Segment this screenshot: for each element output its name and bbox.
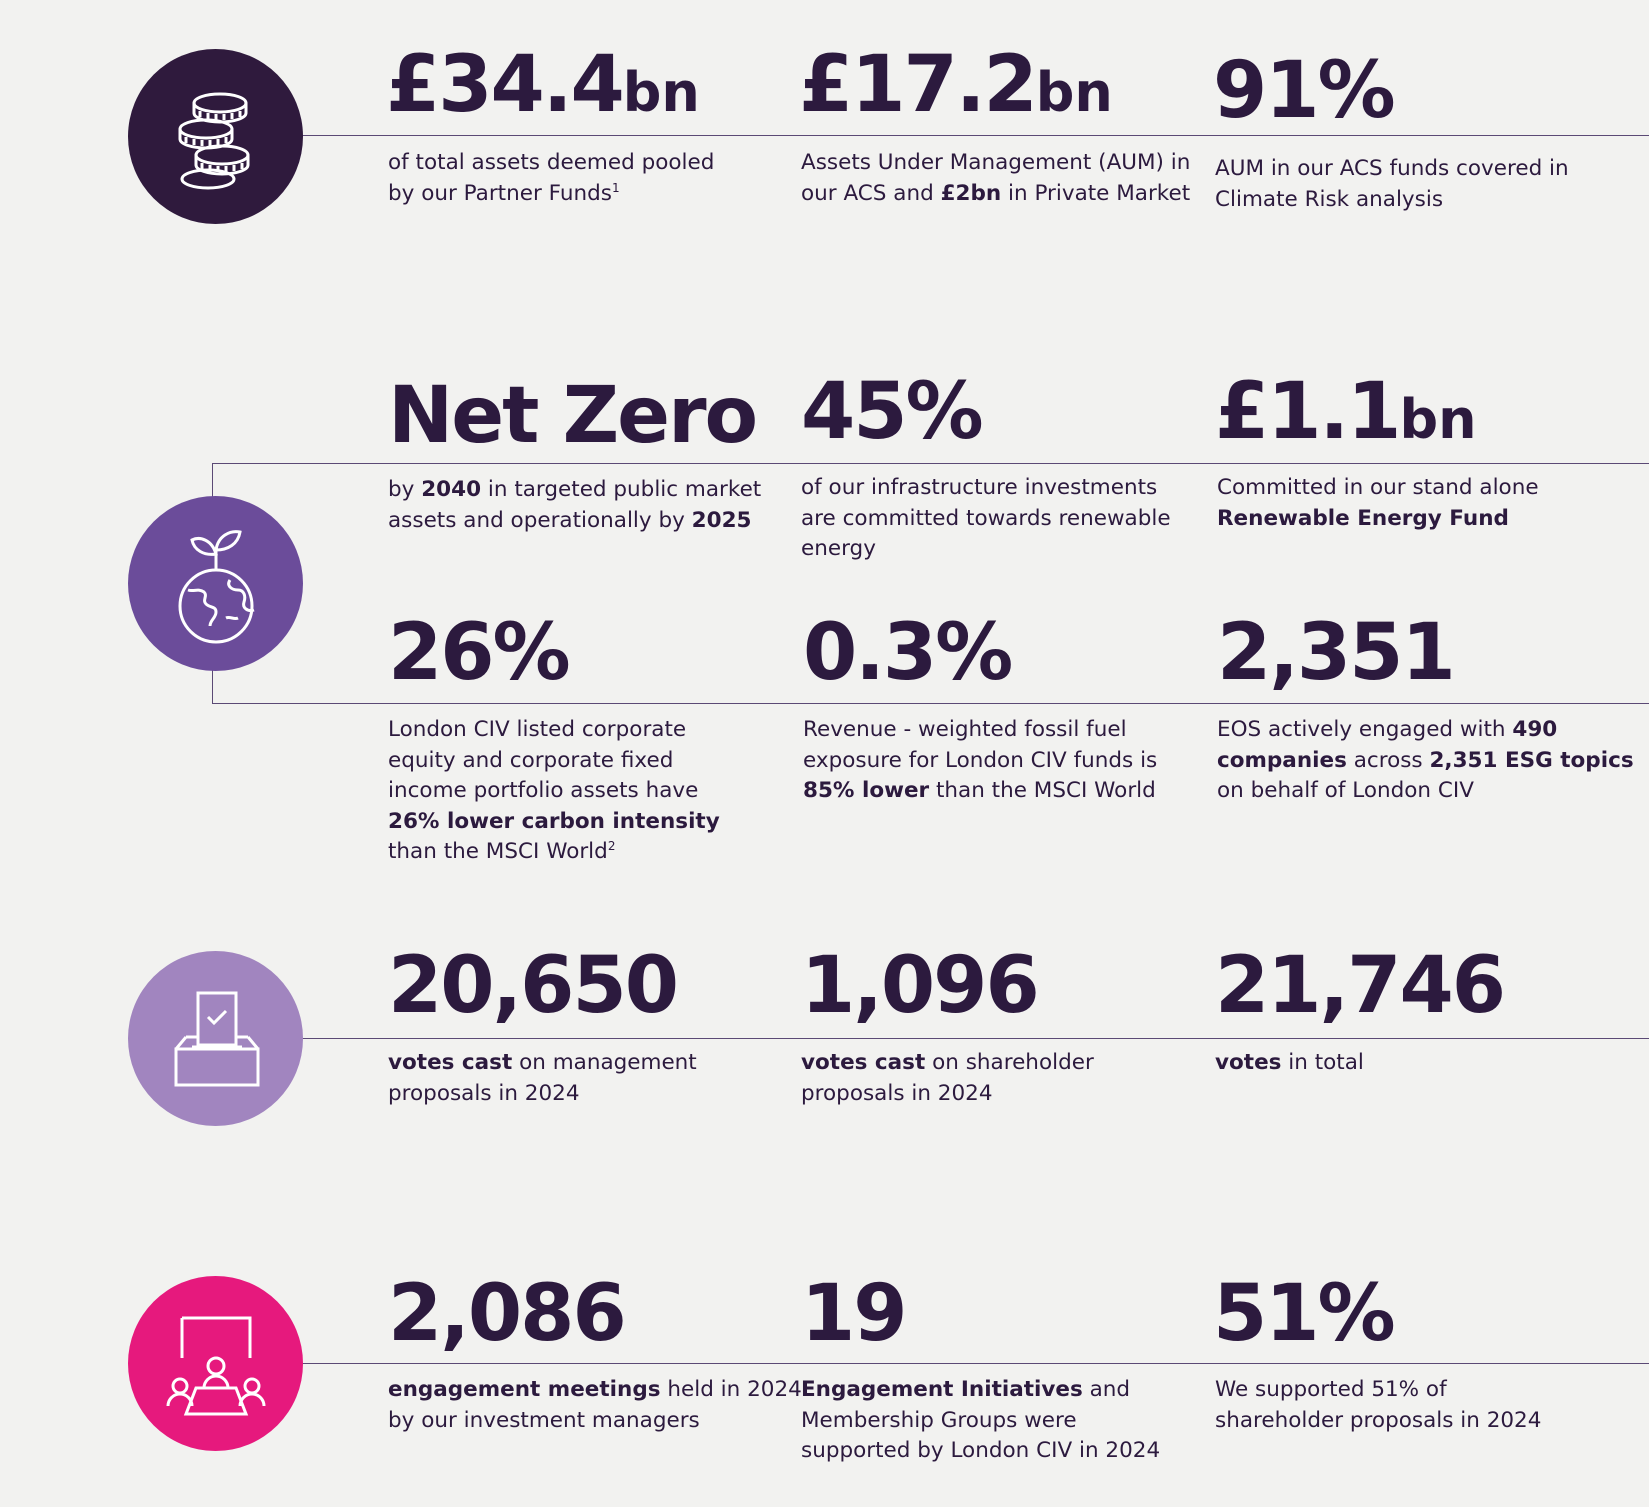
desc-engagement-meetings: engagement meetings held in 2024 by our investment managers <box>388 1377 802 1433</box>
desc-net-zero: by 2040 in targeted public market assets and operationally by 2025 <box>388 477 762 533</box>
coins-icon <box>156 77 276 197</box>
desc-esg-topics: EOS actively engaged with 490 companies across 2,351 ESG topics on behalf of London CIV <box>1217 717 1634 803</box>
stat-climate-risk: 91% <box>1213 46 1394 136</box>
stat-esg-topics: 2,351 <box>1217 608 1454 698</box>
stat-shareholder-support: 51% <box>1213 1269 1394 1359</box>
desc-shareholder-support: We supported 51% of shareholder proposals in 2024 <box>1215 1377 1542 1433</box>
desc-renewable-fund: Committed in our stand alone Renewable Energy Fund <box>1217 475 1539 531</box>
row4-line <box>290 1038 1649 1039</box>
stat-engagement-meetings: 2,086 <box>388 1269 625 1359</box>
desc-total-votes: votes in total <box>1215 1050 1364 1075</box>
desc-shareholder-votes: votes cast on shareholder proposals in 2024 <box>801 1050 1094 1106</box>
desc-management-votes: votes cast on management proposals in 2024 <box>388 1050 697 1106</box>
globe-sprout-icon <box>156 524 276 644</box>
meeting-circle <box>128 1276 303 1451</box>
row3-line <box>212 703 1649 704</box>
stat-engagement-initiatives: 19 <box>801 1269 906 1359</box>
coins-circle <box>128 49 303 224</box>
stat-net-zero: Net Zero <box>388 371 757 461</box>
ballot-box-icon <box>156 979 276 1099</box>
stat-shareholder-votes: 1,096 <box>801 941 1038 1031</box>
row5-line <box>290 1363 1649 1364</box>
desc-infrastructure: of our infrastructure investments are committed towards renewable energy <box>801 475 1171 561</box>
stat-aum: £17.2bn <box>799 40 1113 130</box>
desc-aum: Assets Under Management (AUM) in our ACS and £2bn in Private Market <box>801 150 1191 206</box>
desc-carbon-intensity: London CIV listed corporate equity and corporate fixed income portfolio assets have 26% lower carbon intensity than the MSCI World$^2$ <box>388 717 720 864</box>
stat-infrastructure: 45% <box>801 367 982 457</box>
desc-fossil-fuel: Revenue - weighted fossil fuel exposure for London CIV funds is 85% lower than the MSCI World <box>803 717 1158 803</box>
desc-climate-risk: AUM in our ACS funds covered in Climate Risk analysis <box>1215 156 1569 212</box>
stat-carbon-intensity: 26% <box>388 608 569 698</box>
stat-total-votes: 21,746 <box>1215 941 1504 1031</box>
ballot-circle <box>128 951 303 1126</box>
desc-engagement-initiatives: Engagement Initiatives and Membership Groups were supported by London CIV in 2024 <box>801 1377 1161 1463</box>
stat-total-assets-pooled: £34.4bn <box>386 40 700 130</box>
row2-line <box>212 463 1649 464</box>
stat-management-votes: 20,650 <box>388 941 677 1031</box>
stat-renewable-fund: £1.1bn <box>1215 367 1477 457</box>
globe-circle <box>128 496 303 671</box>
desc-total-assets-pooled: of total assets deemed pooled by our Partner Funds$^1$ <box>388 150 715 206</box>
meeting-icon <box>156 1304 276 1424</box>
stat-fossil-fuel: 0.3% <box>803 608 1012 698</box>
row1-line <box>290 135 1649 136</box>
